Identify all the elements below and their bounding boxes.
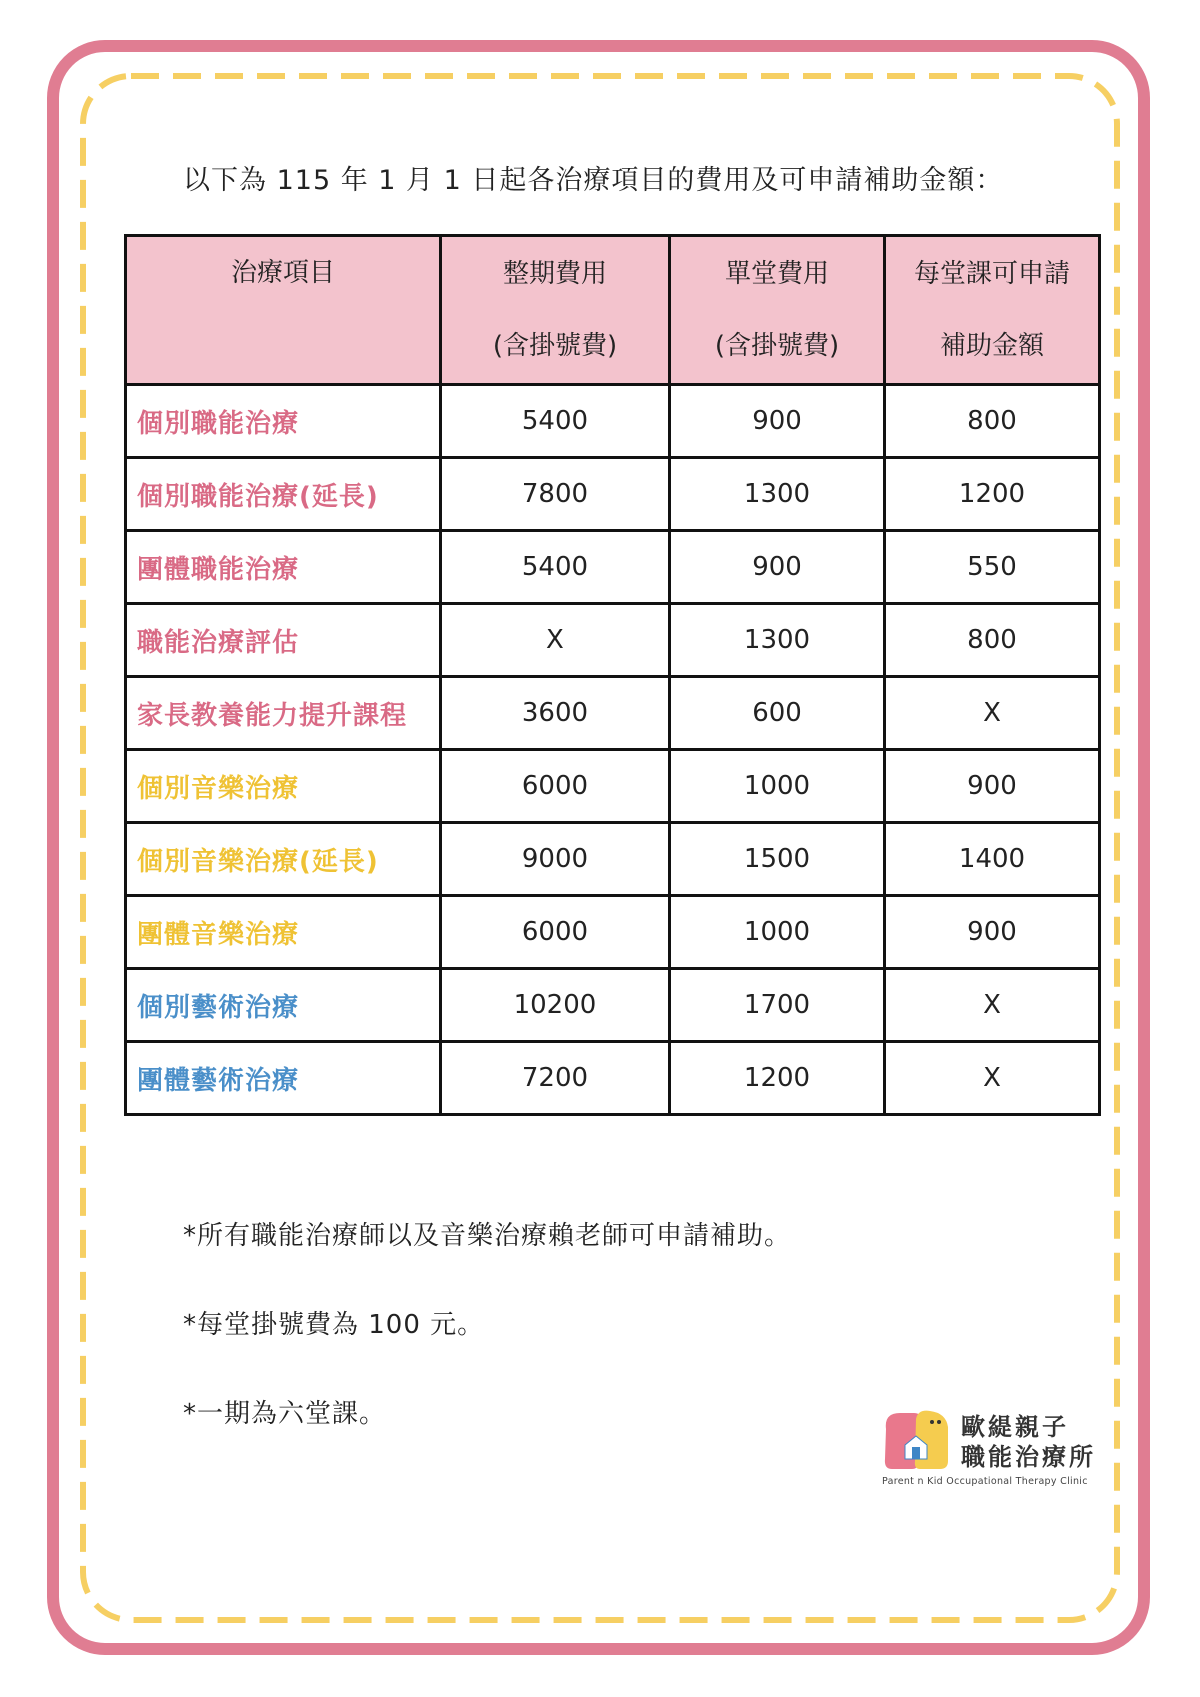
table-row (126, 823, 1100, 896)
table-row (126, 896, 1100, 969)
table-row (126, 385, 1100, 458)
full-course-fee-cell: 7800 (440, 458, 669, 531)
subsidy-amount-cell: 800 (885, 604, 1100, 677)
notes-list (183, 1215, 791, 1482)
therapy-item-name: 家長教養能力提升課程 (126, 677, 441, 750)
single-session-fee-cell: 1300 (670, 458, 885, 531)
note-item: *每堂掛號費為 100 元。 (183, 1310, 485, 1340)
single-session-fee-cell: 1000 (670, 896, 885, 969)
header-label: 治療項目 (230, 258, 335, 288)
full-course-fee-cell: 6000 (440, 750, 669, 823)
header-sublabel: (含掛號費) (714, 331, 840, 361)
header-sublabel: (含掛號費) (492, 331, 618, 361)
full-course-fee-cell: 10200 (440, 969, 669, 1042)
subsidy-amount-cell: X (885, 969, 1100, 1042)
table-header-row (126, 236, 1100, 385)
therapy-item-name: 團體音樂治療 (126, 896, 441, 969)
full-course-fee-cell: 6000 (440, 896, 669, 969)
single-session-fee-cell: 600 (670, 677, 885, 750)
therapy-item-name: 個別職能治療 (126, 385, 441, 458)
single-session-fee-cell: 1200 (670, 1042, 885, 1115)
full-course-fee-cell: 5400 (440, 385, 669, 458)
header-subsidy-amount (885, 236, 1100, 385)
therapy-item-name: 個別職能治療(延長) (126, 458, 441, 531)
table-row (126, 458, 1100, 531)
subsidy-amount-cell: 900 (885, 750, 1100, 823)
clinic-name-line2: 職能治療所 (961, 1443, 1096, 1471)
single-session-fee-cell: 900 (670, 531, 885, 604)
therapy-item-name: 團體職能治療 (126, 531, 441, 604)
header-label: 整期費用 (502, 259, 607, 289)
header-sublabel: 補助金額 (939, 331, 1044, 361)
header-label: 每堂課可申請 (913, 259, 1070, 289)
header-therapy-item (126, 236, 441, 385)
header-label: 單堂費用 (725, 259, 830, 289)
therapy-item-name: 個別音樂治療(延長) (126, 823, 441, 896)
table-row (126, 677, 1100, 750)
note-item: *所有職能治療師以及音樂治療賴老師可申請補助。 (183, 1221, 792, 1251)
clinic-name-line1: 歐緹親子 (961, 1413, 1069, 1441)
full-course-fee-cell: X (440, 604, 669, 677)
subsidy-amount-cell: 1400 (885, 823, 1100, 896)
header-full-course-fee (440, 236, 669, 385)
therapy-item-name: 個別音樂治療 (126, 750, 441, 823)
therapy-item-name: 職能治療評估 (126, 604, 441, 677)
table-row (126, 1042, 1100, 1115)
clinic-english-name: Parent n Kid Occupational Therapy Clinic (882, 1476, 1088, 1487)
single-session-fee-cell: 1300 (670, 604, 885, 677)
full-course-fee-cell: 7200 (440, 1042, 669, 1115)
subsidy-amount-cell: 900 (885, 896, 1100, 969)
subsidy-amount-cell: 550 (885, 531, 1100, 604)
clinic-logo-icon (880, 1407, 954, 1473)
subsidy-amount-cell: X (885, 1042, 1100, 1115)
table-row (126, 604, 1100, 677)
header-single-session-fee (670, 236, 885, 385)
full-course-fee-cell: 9000 (440, 823, 669, 896)
table-row (126, 531, 1100, 604)
price-table (124, 234, 1101, 1116)
clinic-logo (880, 1407, 1110, 1487)
single-session-fee-cell: 1700 (670, 969, 885, 1042)
full-course-fee-cell: 5400 (440, 531, 669, 604)
single-session-fee-cell: 1000 (670, 750, 885, 823)
note-item: *一期為六堂課。 (183, 1399, 387, 1429)
subsidy-amount-cell: 800 (885, 385, 1100, 458)
subsidy-amount-cell: X (885, 677, 1100, 750)
full-course-fee-cell: 3600 (440, 677, 669, 750)
therapy-item-name: 個別藝術治療 (126, 969, 441, 1042)
intro-text: 以下為 115 年 1 月 1 日起各治療項目的費用及可申請補助金額： (183, 165, 1004, 196)
subsidy-amount-cell: 1200 (885, 458, 1100, 531)
single-session-fee-cell: 900 (670, 385, 885, 458)
table-row (126, 969, 1100, 1042)
single-session-fee-cell: 1500 (670, 823, 885, 896)
therapy-item-name: 團體藝術治療 (126, 1042, 441, 1115)
table-row (126, 750, 1100, 823)
